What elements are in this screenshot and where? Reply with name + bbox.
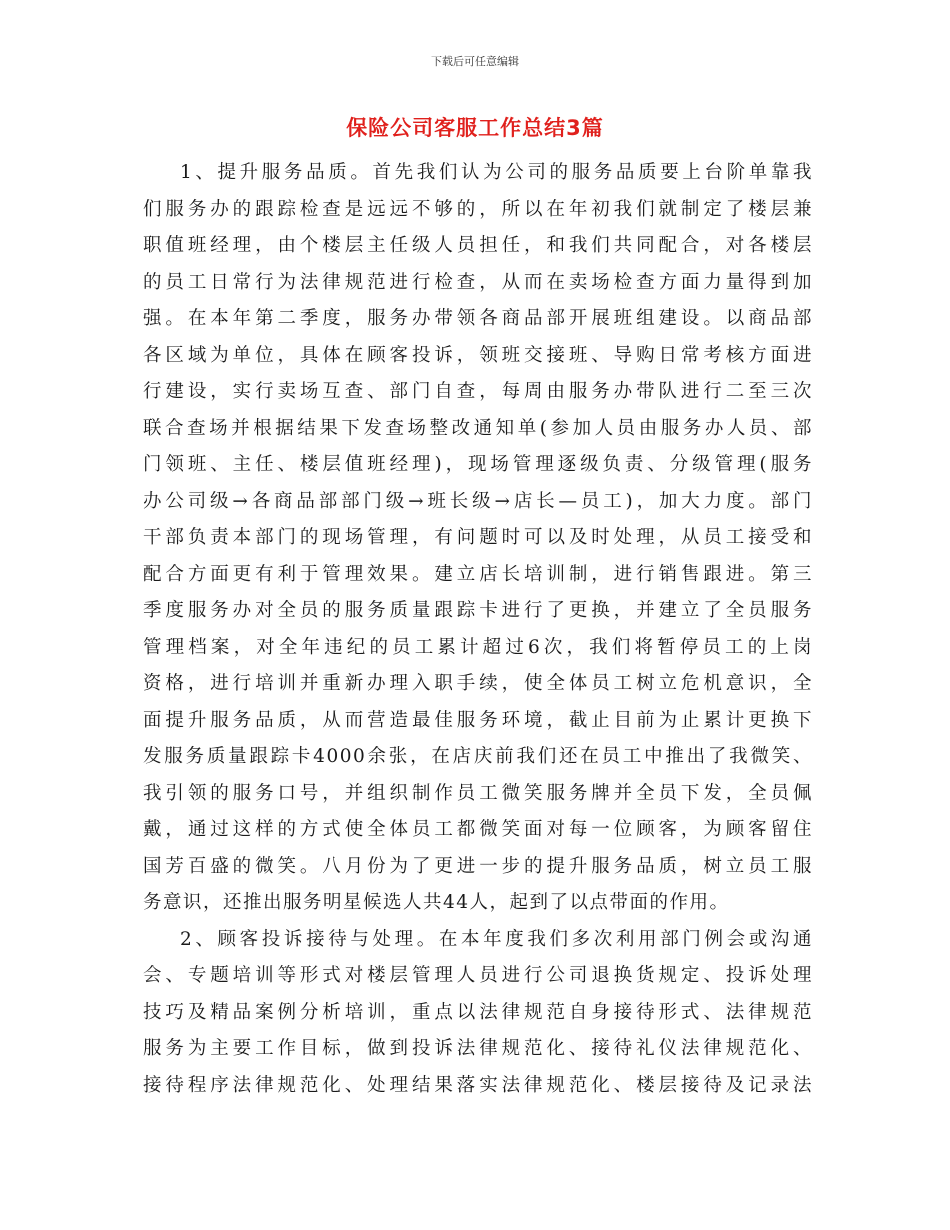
text-line: 1、提升服务品质。首先我们认为公司的服务品质要上台阶单靠我 [180, 162, 813, 183]
text-line: 资格，进行培训并重新办理入职手续，使全体员工树立危机意识，全 [143, 673, 813, 694]
text-line: 接待程序法律规范化、处理结果落实法律规范化、楼层接待及记录法 [143, 1074, 813, 1096]
text-line: 管理档案，对全年违纪的员工累计超过6次，我们将暂停员工的上岗 [143, 636, 813, 658]
text-line: 强。在本年第二季度，服务办带领各商品部开展班组建设。以商品部 [143, 308, 813, 329]
text-line: 戴，通过这样的方式使全体员工都微笑面对每一位顾客，为顾客留住 [143, 819, 813, 840]
text-line: 面提升服务品质，从而营造最佳服务环境，截止目前为止累计更换下 [143, 709, 813, 731]
paragraph-complaint-handling [143, 922, 813, 1105]
document-body [143, 155, 813, 1104]
text-line: 务意识，还推出服务明星候选人共44人，起到了以点带面的作用。 [143, 892, 730, 913]
text-line: 服务为主要工作目标，做到投诉法律规范化、接待礼仪法律规范化、 [143, 1038, 813, 1059]
text-line: 我引领的服务口号，并组织制作员工微笑服务牌并全员下发，全员佩 [143, 782, 813, 804]
paragraph-service-quality [143, 155, 813, 922]
text-line: 门领班、主任、楼层值班经理)，现场管理逐级负责、分级管理(服务 [143, 454, 813, 475]
text-line: 干部负责本部门的现场管理，有问题时可以及时处理，从员工接受和 [143, 527, 813, 548]
text-line: 发服务质量跟踪卡4000余张，在店庆前我们还在员工中推出了我微笑、 [143, 746, 813, 767]
text-line: 会、专题培训等形式对楼层管理人员进行公司退换货规定、投诉处理 [143, 965, 813, 986]
document-title: 保险公司客服工作总结3篇 [346, 116, 604, 140]
text-line: 技巧及精品案例分析培训，重点以法律规范自身接待形式、法律规范 [143, 1001, 813, 1023]
text-line: 们服务办的跟踪检查是远远不够的，所以在年初我们就制定了楼层兼 [143, 198, 813, 220]
text-line: 办公司级→各商品部部门级→班长级→店长—员工)，加大力度。部门 [143, 490, 813, 512]
text-line: 联合查场并根据结果下发查场整改通知单(参加人员由服务办人员、部 [143, 417, 813, 439]
text-line: 国芳百盛的微笑。八月份为了更进一步的提升服务品质，树立员工服 [143, 855, 813, 877]
text-line: 2、顾客投诉接待与处理。在本年度我们多次利用部门例会或沟通 [180, 928, 813, 950]
text-line: 各区域为单位，具体在顾客投诉，领班交接班、导购日常考核方面进 [143, 344, 813, 366]
text-line: 行建设，实行卖场互查、部门自查，每周由服务办带队进行二至三次 [143, 381, 813, 402]
page-header-note: 下载后可任意编辑 [431, 55, 519, 68]
text-line: 职值班经理，由个楼层主任级人员担任，和我们共同配合，对各楼层 [143, 235, 813, 256]
text-line: 的员工日常行为法律规范进行检查，从而在卖场检查方面力量得到加 [143, 271, 813, 293]
text-line: 季度服务办对全员的服务质量跟踪卡进行了更换，并建立了全员服务 [143, 600, 813, 621]
text-line: 配合方面更有利于管理效果。建立店长培训制，进行销售跟进。第三 [143, 563, 813, 585]
